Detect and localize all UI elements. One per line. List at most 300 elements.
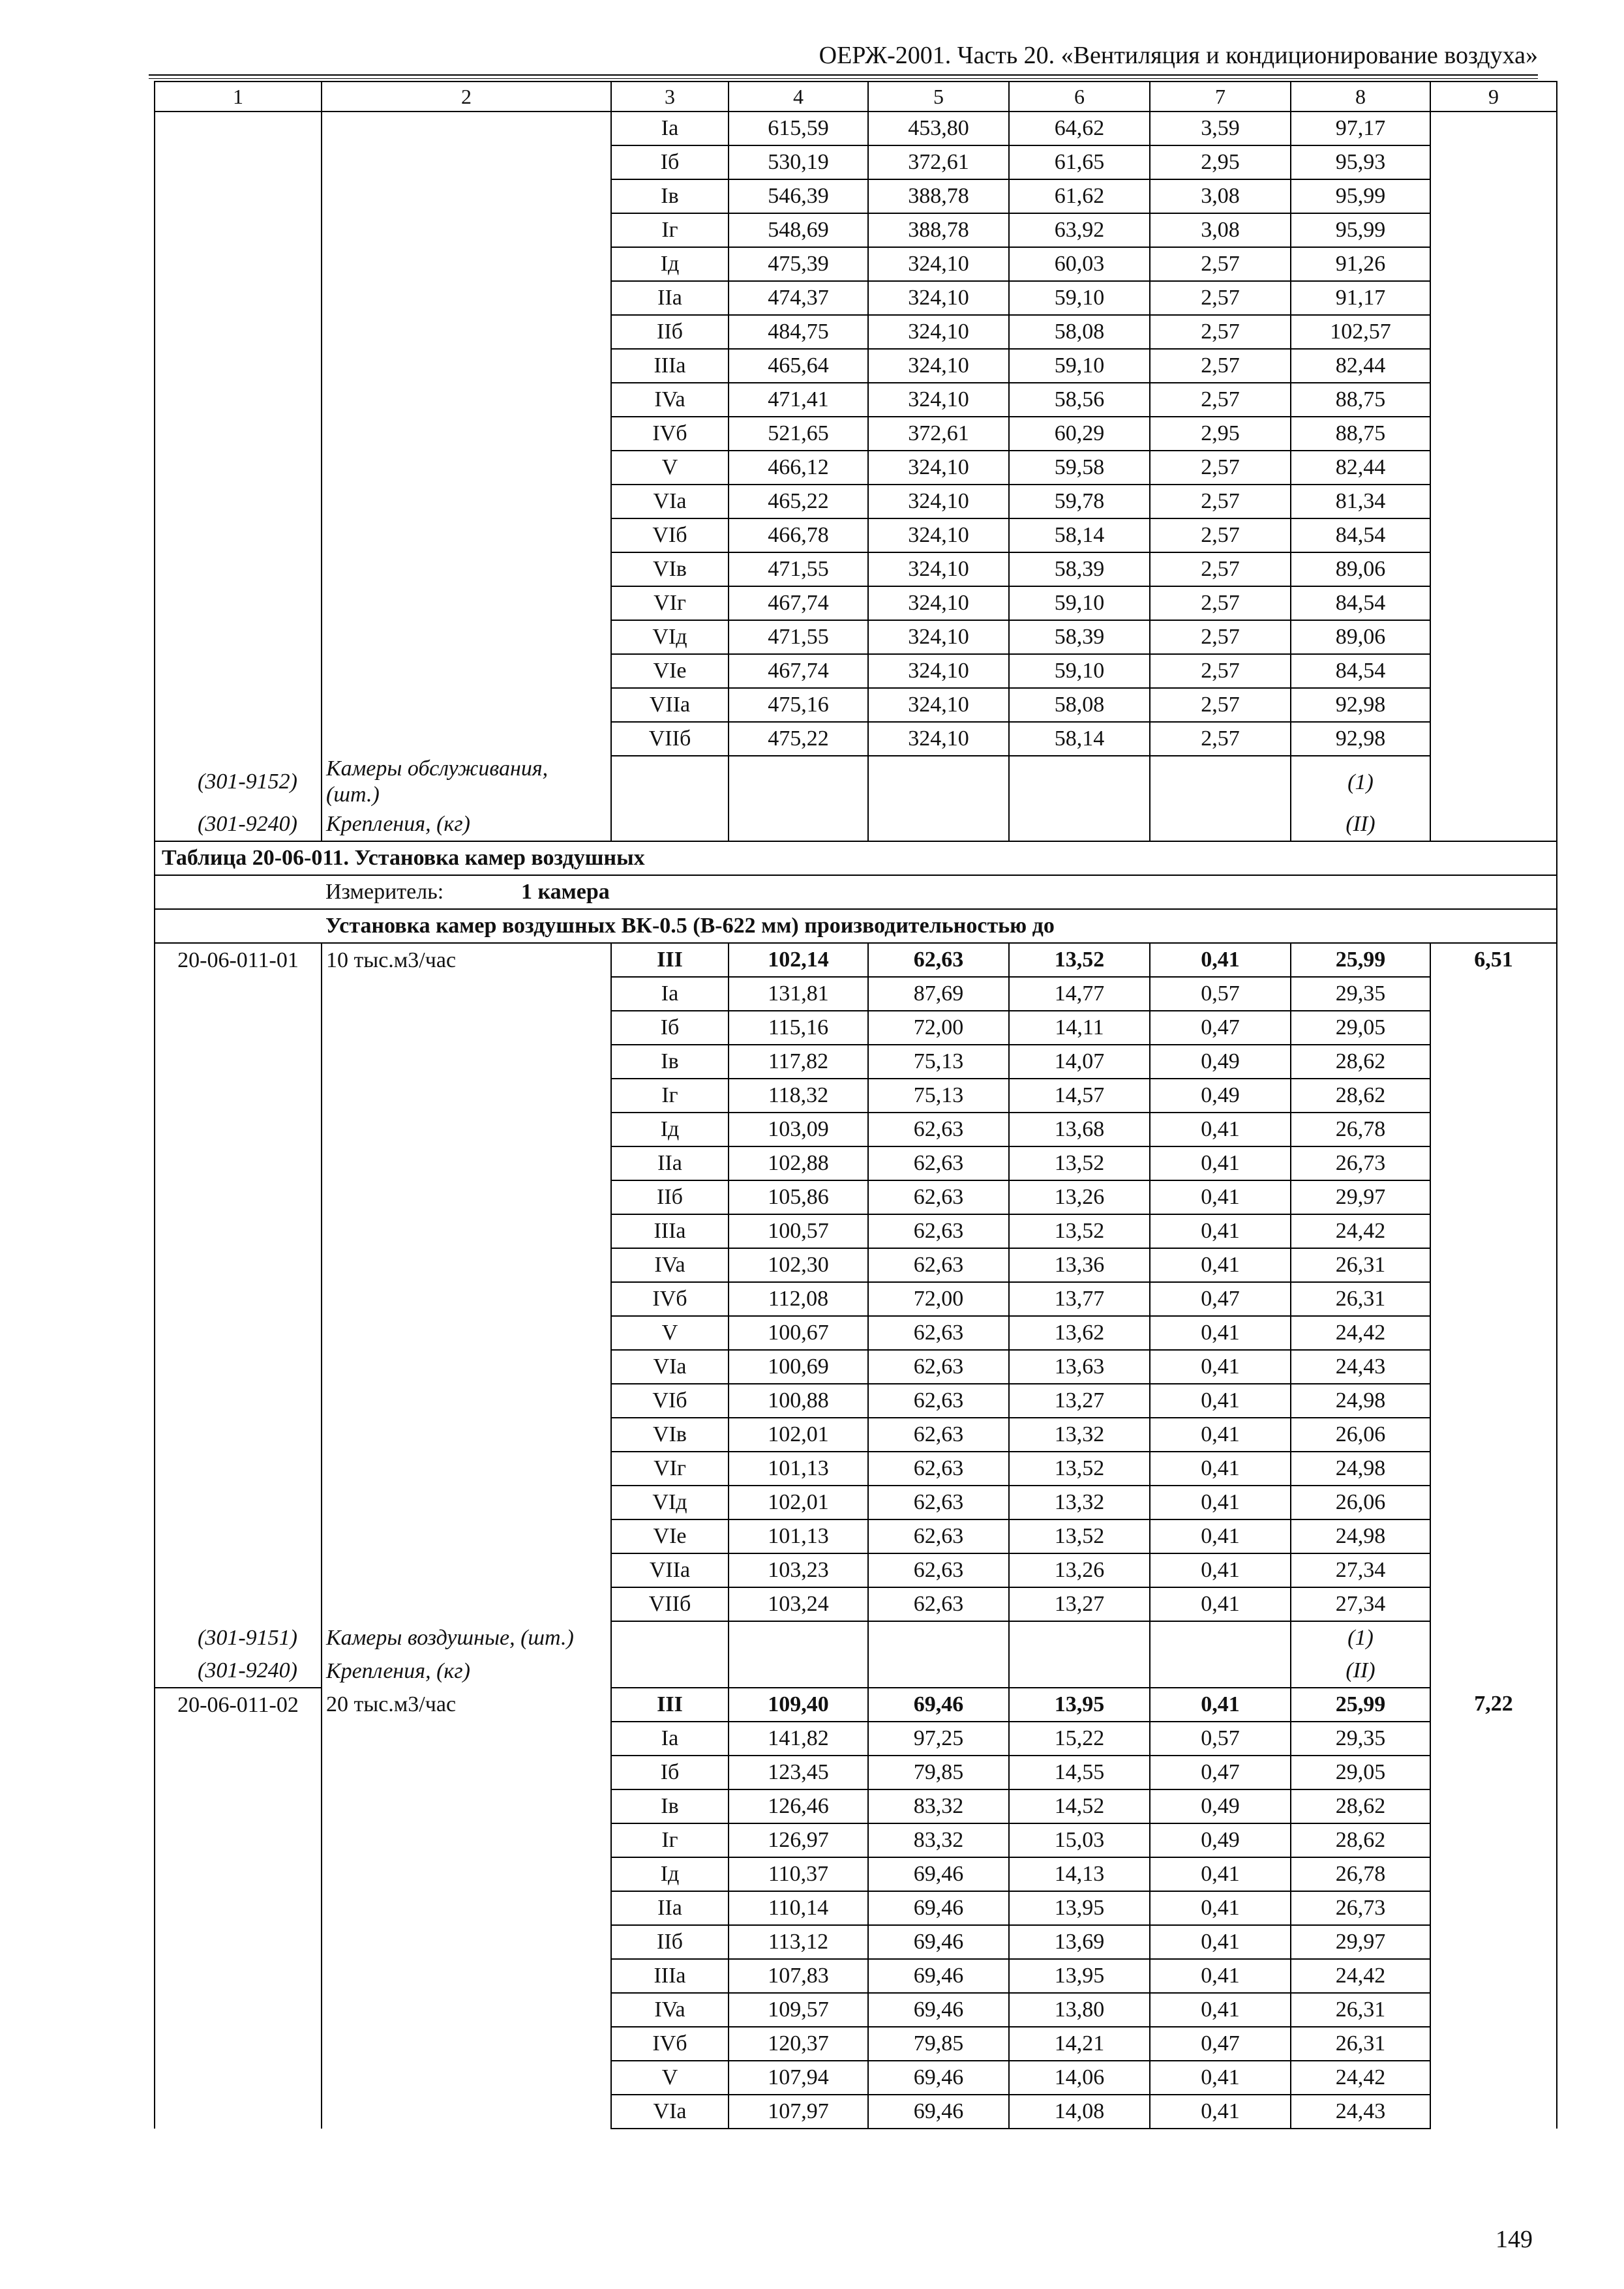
category-cell: IIIa [611, 1214, 729, 1248]
resource-code: (301-9151) [155, 1621, 322, 1654]
code-cell [155, 1789, 322, 1823]
name-cell [322, 1789, 611, 1823]
value-cell: 83,32 [868, 1789, 1009, 1823]
table-row [155, 1654, 1557, 1688]
empty-cell [1150, 1654, 1291, 1688]
value-cell: 0,41 [1150, 1553, 1291, 1587]
empty-cell [611, 1621, 729, 1654]
value-cell: 26,73 [1291, 1891, 1430, 1925]
category-cell: V [611, 1316, 729, 1350]
value-cell: 471,41 [729, 383, 868, 417]
table-row [155, 1722, 1557, 1756]
value-cell: 62,63 [868, 1350, 1009, 1384]
value-cell: 24,98 [1291, 1519, 1430, 1553]
value-cell: 24,42 [1291, 1214, 1430, 1248]
name-cell [322, 281, 611, 315]
table-row [155, 1857, 1557, 1891]
value-cell: 88,75 [1291, 383, 1430, 417]
category-cell: IIб [611, 315, 729, 349]
empty-cell [611, 756, 729, 808]
category-cell: IIa [611, 1146, 729, 1180]
value-cell: 13,95 [1009, 1891, 1150, 1925]
value-cell: 59,10 [1009, 654, 1150, 688]
value-cell: 109,40 [729, 1688, 868, 1722]
category-cell: VIa [611, 2095, 729, 2129]
value-cell: 95,99 [1291, 213, 1430, 247]
value-cell: 79,85 [868, 1756, 1009, 1789]
category-cell: Iд [611, 1113, 729, 1146]
value-cell: 0,47 [1150, 2027, 1291, 2061]
value-cell: 59,78 [1009, 485, 1150, 518]
name-cell [322, 1180, 611, 1214]
value-cell: 84,54 [1291, 586, 1430, 620]
value-cell: 72,00 [868, 1282, 1009, 1316]
col9-cell [1430, 1993, 1557, 2027]
value-cell: 0,41 [1150, 1214, 1291, 1248]
resource-value: (II) [1291, 1654, 1430, 1688]
table-row [155, 518, 1557, 552]
value-cell: 91,17 [1291, 281, 1430, 315]
value-cell: 82,44 [1291, 451, 1430, 485]
value-cell: 466,12 [729, 451, 868, 485]
value-cell: 14,21 [1009, 2027, 1150, 2061]
value-cell: 126,97 [729, 1823, 868, 1857]
category-cell: Iд [611, 1857, 729, 1891]
empty-cell [1150, 756, 1291, 808]
item-code: 20-06-011-01 [155, 943, 322, 977]
resource-name: Камеры воздушные, (шт.) [322, 1621, 611, 1654]
col9-cell [1430, 722, 1557, 756]
table-row [155, 1587, 1557, 1621]
value-cell: 109,57 [729, 1993, 868, 2027]
value-cell: 0,41 [1150, 1452, 1291, 1486]
value-cell: 28,62 [1291, 1045, 1430, 1079]
empty-cell [1430, 808, 1557, 841]
col9-cell [1430, 451, 1557, 485]
value-cell: 324,10 [868, 654, 1009, 688]
category-cell: Iв [611, 1789, 729, 1823]
value-cell: 59,10 [1009, 349, 1150, 383]
name-cell [322, 1079, 611, 1113]
value-cell: 0,41 [1150, 1418, 1291, 1452]
value-cell: 324,10 [868, 722, 1009, 756]
value-cell: 28,62 [1291, 1823, 1430, 1857]
category-cell: VIд [611, 620, 729, 654]
table-row [155, 1146, 1557, 1180]
resource-code: (301-9240) [155, 1654, 322, 1688]
category-cell: VIIa [611, 1553, 729, 1587]
name-cell [322, 1519, 611, 1553]
resource-value: (II) [1291, 808, 1430, 841]
table-row [155, 688, 1557, 722]
value-cell: 92,98 [1291, 722, 1430, 756]
column-number: 8 [1291, 82, 1430, 112]
value-cell: 0,41 [1150, 943, 1291, 977]
value-cell: 13,69 [1009, 1925, 1150, 1959]
value-cell: 0,57 [1150, 1722, 1291, 1756]
value-cell: 13,26 [1009, 1180, 1150, 1214]
value-cell: 0,41 [1150, 1891, 1291, 1925]
value-cell: 2,57 [1150, 654, 1291, 688]
value-cell: 26,31 [1291, 2027, 1430, 2061]
value-cell: 0,57 [1150, 977, 1291, 1011]
value-cell: 0,41 [1150, 1587, 1291, 1621]
name-cell [322, 1891, 611, 1925]
col9-cell [1430, 281, 1557, 315]
item-name: 10 тыс.м3/час [322, 943, 611, 977]
table-row [155, 1688, 1557, 1722]
table-row [155, 1113, 1557, 1146]
code-cell [155, 1891, 322, 1925]
name-cell [322, 1993, 611, 2027]
category-cell: III [611, 943, 729, 977]
table-row [155, 1823, 1557, 1857]
code-cell [155, 315, 322, 349]
value-cell: 24,43 [1291, 2095, 1430, 2129]
table-row [155, 1621, 1557, 1654]
value-cell: 0,41 [1150, 1486, 1291, 1519]
value-cell: 466,78 [729, 518, 868, 552]
col9-cell [1430, 1282, 1557, 1316]
col9-cell [1430, 1214, 1557, 1248]
value-cell: 14,52 [1009, 1789, 1150, 1823]
col9-cell [1430, 1350, 1557, 1384]
value-cell: 107,83 [729, 1959, 868, 1993]
value-cell: 2,57 [1150, 518, 1291, 552]
code-cell [155, 383, 322, 417]
labor-cell: 6,51 [1430, 943, 1557, 977]
value-cell: 82,44 [1291, 349, 1430, 383]
name-cell [322, 1722, 611, 1756]
name-cell [322, 1350, 611, 1384]
col9-cell [1430, 145, 1557, 179]
value-cell: 15,22 [1009, 1722, 1150, 1756]
code-cell [155, 1925, 322, 1959]
col9-cell [1430, 586, 1557, 620]
value-cell: 62,63 [868, 1553, 1009, 1587]
value-cell: 474,37 [729, 281, 868, 315]
table-row [155, 451, 1557, 485]
table-row [155, 349, 1557, 383]
name-cell [322, 586, 611, 620]
value-cell: 0,41 [1150, 2095, 1291, 2129]
value-cell: 0,41 [1150, 1925, 1291, 1959]
value-cell: 84,54 [1291, 654, 1430, 688]
value-cell: 2,57 [1150, 383, 1291, 417]
value-cell: 13,68 [1009, 1113, 1150, 1146]
value-cell: 13,36 [1009, 1248, 1150, 1282]
col9-cell [1430, 213, 1557, 247]
code-cell [155, 1756, 322, 1789]
category-cell: Ia [611, 112, 729, 145]
empty-cell [1430, 756, 1557, 808]
value-cell: 62,63 [868, 1214, 1009, 1248]
code-cell [155, 1452, 322, 1486]
table-row [155, 82, 1557, 112]
value-cell: 126,46 [729, 1789, 868, 1823]
value-cell: 24,43 [1291, 1350, 1430, 1384]
column-number: 2 [322, 82, 611, 112]
value-cell: 521,65 [729, 417, 868, 451]
value-cell: 324,10 [868, 586, 1009, 620]
table-title: Таблица 20-06-011. Установка камер воздушных [155, 841, 1557, 875]
code-cell [155, 1857, 322, 1891]
category-cell: VIб [611, 1384, 729, 1418]
category-cell: Ia [611, 977, 729, 1011]
value-cell: 0,47 [1150, 1282, 1291, 1316]
value-cell: 13,52 [1009, 1146, 1150, 1180]
column-number: 5 [868, 82, 1009, 112]
value-cell: 27,34 [1291, 1553, 1430, 1587]
code-cell [155, 1553, 322, 1587]
name-cell [322, 2095, 611, 2129]
column-number: 4 [729, 82, 868, 112]
value-cell: 388,78 [868, 213, 1009, 247]
code-cell [155, 417, 322, 451]
table-row [155, 586, 1557, 620]
category-cell: VIIa [611, 688, 729, 722]
value-cell: 62,63 [868, 1384, 1009, 1418]
code-cell [155, 1316, 322, 1350]
value-cell: 29,05 [1291, 1756, 1430, 1789]
value-cell: 467,74 [729, 586, 868, 620]
value-cell: 324,10 [868, 247, 1009, 281]
name-cell [322, 1925, 611, 1959]
table-row [155, 875, 1557, 909]
name-cell [322, 383, 611, 417]
value-cell: 324,10 [868, 620, 1009, 654]
value-cell: 58,08 [1009, 315, 1150, 349]
value-cell: 546,39 [729, 179, 868, 213]
value-cell: 100,88 [729, 1384, 868, 1418]
name-cell [322, 1756, 611, 1789]
table-row [155, 145, 1557, 179]
value-cell: 95,93 [1291, 145, 1430, 179]
table-row [155, 281, 1557, 315]
name-cell [322, 2061, 611, 2095]
category-cell: IIб [611, 1180, 729, 1214]
value-cell: 97,25 [868, 1722, 1009, 1756]
empty-cell [155, 875, 322, 909]
col9-cell [1430, 1789, 1557, 1823]
category-cell: VIд [611, 1486, 729, 1519]
resource-value: (1) [1291, 1621, 1430, 1654]
value-cell: 324,10 [868, 518, 1009, 552]
col9-cell [1430, 1113, 1557, 1146]
value-cell: 72,00 [868, 1011, 1009, 1045]
category-cell: Iг [611, 1823, 729, 1857]
value-cell: 58,14 [1009, 722, 1150, 756]
value-cell: 107,97 [729, 2095, 868, 2129]
category-cell: VIв [611, 1418, 729, 1452]
name-cell [322, 552, 611, 586]
header-rule-thin [149, 78, 1538, 79]
value-cell: 75,13 [868, 1045, 1009, 1079]
value-cell: 0,49 [1150, 1823, 1291, 1857]
category-cell: VIIб [611, 722, 729, 756]
name-cell [322, 977, 611, 1011]
value-cell: 0,41 [1150, 2061, 1291, 2095]
value-cell: 0,41 [1150, 1993, 1291, 2027]
code-cell [155, 349, 322, 383]
value-cell: 81,34 [1291, 485, 1430, 518]
value-cell: 100,57 [729, 1214, 868, 1248]
table-row [155, 722, 1557, 756]
value-cell: 28,62 [1291, 1079, 1430, 1113]
col9-cell [1430, 1756, 1557, 1789]
resource-name: Крепления, (кг) [322, 1654, 611, 1688]
value-cell: 13,52 [1009, 1214, 1150, 1248]
col9-cell [1430, 518, 1557, 552]
table-row [155, 1519, 1557, 1553]
value-cell: 24,42 [1291, 2061, 1430, 2095]
value-cell: 0,41 [1150, 1113, 1291, 1146]
code-cell [155, 2061, 322, 2095]
value-cell: 89,06 [1291, 552, 1430, 586]
category-cell: VIa [611, 1350, 729, 1384]
value-cell: 89,06 [1291, 620, 1430, 654]
value-cell: 117,82 [729, 1045, 868, 1079]
value-cell: 465,22 [729, 485, 868, 518]
code-cell [155, 1350, 322, 1384]
value-cell: 3,08 [1150, 179, 1291, 213]
value-cell: 0,41 [1150, 1316, 1291, 1350]
code-cell [155, 281, 322, 315]
col9-cell [1430, 485, 1557, 518]
name-cell [322, 485, 611, 518]
value-cell: 61,62 [1009, 179, 1150, 213]
value-cell: 13,27 [1009, 1587, 1150, 1621]
category-cell: III [611, 1688, 729, 1722]
value-cell: 13,52 [1009, 943, 1150, 977]
value-cell: 69,46 [868, 1959, 1009, 1993]
value-cell: 84,54 [1291, 518, 1430, 552]
value-cell: 372,61 [868, 145, 1009, 179]
measure-label: Измеритель: [325, 880, 444, 904]
item-code: 20-06-011-02 [155, 1688, 322, 1722]
table-row [155, 1789, 1557, 1823]
code-cell [155, 1079, 322, 1113]
empty-cell [1150, 1621, 1291, 1654]
name-cell [322, 213, 611, 247]
table-row [155, 1045, 1557, 1079]
value-cell: 25,99 [1291, 1688, 1430, 1722]
value-cell: 103,24 [729, 1587, 868, 1621]
value-cell: 2,57 [1150, 552, 1291, 586]
code-cell [155, 688, 322, 722]
table-row [155, 841, 1557, 875]
table-row [155, 1248, 1557, 1282]
category-cell: VIб [611, 518, 729, 552]
value-cell: 100,69 [729, 1350, 868, 1384]
value-cell: 0,41 [1150, 1146, 1291, 1180]
empty-cell [1009, 808, 1150, 841]
value-cell: 24,42 [1291, 1959, 1430, 1993]
value-cell: 2,57 [1150, 315, 1291, 349]
code-cell [155, 620, 322, 654]
resource-name: Камеры обслуживания, (шт.) [322, 756, 611, 808]
value-cell: 62,63 [868, 1113, 1009, 1146]
value-cell: 69,46 [868, 2095, 1009, 2129]
value-cell: 0,41 [1150, 1857, 1291, 1891]
value-cell: 548,69 [729, 213, 868, 247]
value-cell: 25,99 [1291, 943, 1430, 977]
table-row [155, 1282, 1557, 1316]
value-cell: 62,63 [868, 1248, 1009, 1282]
name-cell [322, 1823, 611, 1857]
col9-cell [1430, 1722, 1557, 1756]
value-cell: 107,94 [729, 2061, 868, 2095]
col9-cell [1430, 349, 1557, 383]
col9-cell [1430, 1519, 1557, 1553]
col9-cell [1430, 1079, 1557, 1113]
value-cell: 58,39 [1009, 552, 1150, 586]
code-cell [155, 552, 322, 586]
column-number: 3 [611, 82, 729, 112]
name-cell [322, 179, 611, 213]
col9-cell [1430, 1959, 1557, 1993]
column-number: 9 [1430, 82, 1557, 112]
value-cell: 14,77 [1009, 977, 1150, 1011]
code-cell [155, 213, 322, 247]
value-cell: 26,78 [1291, 1113, 1430, 1146]
table-row [155, 1993, 1557, 2027]
table-row [155, 1316, 1557, 1350]
value-cell: 324,10 [868, 315, 1009, 349]
col9-cell [1430, 1452, 1557, 1486]
value-cell: 63,92 [1009, 213, 1150, 247]
category-cell: IVa [611, 1248, 729, 1282]
column-number: 6 [1009, 82, 1150, 112]
code-cell [155, 1282, 322, 1316]
code-cell [155, 485, 322, 518]
value-cell: 3,59 [1150, 112, 1291, 145]
code-cell [155, 1722, 322, 1756]
value-cell: 29,97 [1291, 1180, 1430, 1214]
value-cell: 62,63 [868, 1587, 1009, 1621]
value-cell: 59,10 [1009, 586, 1150, 620]
table-row [155, 247, 1557, 281]
table-row [155, 620, 1557, 654]
value-cell: 3,08 [1150, 213, 1291, 247]
value-cell: 0,49 [1150, 1789, 1291, 1823]
value-cell: 475,39 [729, 247, 868, 281]
name-cell [322, 1486, 611, 1519]
rates-table-body [155, 82, 1557, 2129]
value-cell: 110,14 [729, 1891, 868, 1925]
category-cell: VIa [611, 485, 729, 518]
value-cell: 95,99 [1291, 179, 1430, 213]
category-cell: Iг [611, 213, 729, 247]
page-header: ОЕРЖ-2001. Часть 20. «Вентиляция и кондиционирование воздуха» [819, 42, 1538, 69]
code-cell [155, 2095, 322, 2129]
code-cell [155, 722, 322, 756]
table-row [155, 2095, 1557, 2129]
table-row [155, 1384, 1557, 1418]
table-row [155, 417, 1557, 451]
page-number: 149 [1496, 2226, 1533, 2253]
value-cell: 2,57 [1150, 281, 1291, 315]
name-cell [322, 1214, 611, 1248]
value-cell: 14,07 [1009, 1045, 1150, 1079]
col9-cell [1430, 977, 1557, 1011]
code-cell [155, 1519, 322, 1553]
value-cell: 102,01 [729, 1418, 868, 1452]
col9-cell [1430, 2095, 1557, 2129]
category-cell: V [611, 451, 729, 485]
value-cell: 60,29 [1009, 417, 1150, 451]
table-row [155, 1959, 1557, 1993]
